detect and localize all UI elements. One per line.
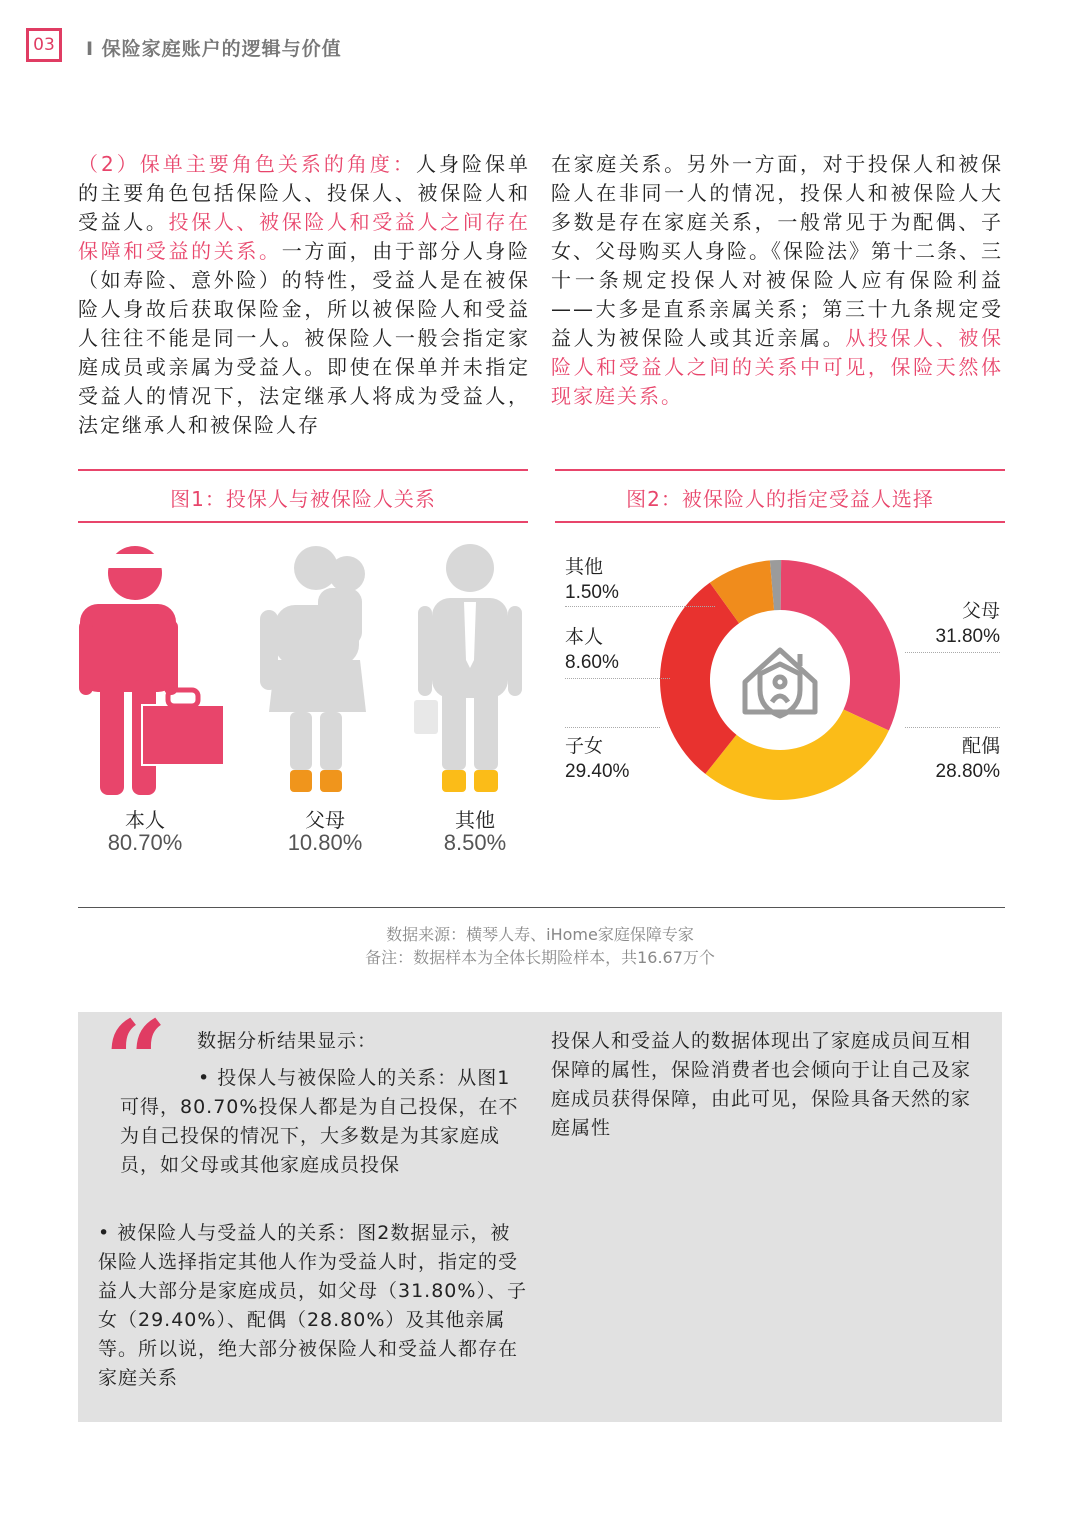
analysis-bullet-1: [120, 1064, 530, 1180]
fig1-bottom-rule: [78, 521, 528, 523]
header-title: I 保险家庭账户的逻辑与价值: [86, 38, 342, 60]
donut-label-self: [565, 624, 619, 676]
analysis-right-text: 投保人和受益人的数据体现出了家庭成员间互相保障的属性，保险消费者也会倾向于让自己及家庭成员获得保障，由此可见，保险具备天然的家庭属性: [551, 1030, 972, 1139]
fig1-label-other: 其他: [455, 808, 495, 832]
fig2-top-rule: [555, 469, 1005, 471]
parent-person-icon: [260, 546, 366, 770]
right-column-text: [551, 150, 1003, 411]
parent-foot-left: [290, 770, 312, 792]
fig1-top-rule: [78, 469, 528, 471]
leader-other: [565, 606, 715, 608]
other-foot-left: [442, 770, 466, 792]
donut-label-spouse-name: 配偶: [961, 735, 1000, 757]
donut-label-other: [565, 554, 619, 606]
other-foot-right: [474, 770, 498, 792]
donut-label-child-name: 子女: [565, 735, 604, 757]
donut-label-parents-value: 31.80%: [935, 626, 1000, 647]
fig1-value-parents: 10.80%: [287, 830, 363, 855]
slice-child: [660, 583, 739, 774]
donut-label-spouse: [900, 733, 1000, 785]
donut-label-parents-name: 父母: [961, 600, 1000, 622]
fig2-donut-chart: [650, 550, 910, 810]
donut-label-self-value: 8.60%: [565, 652, 619, 673]
source-line: 数据来源：横琴人寿、iHome家庭保障专家: [386, 925, 694, 944]
donut-label-other-value: 1.50%: [565, 582, 619, 603]
fig2-title: 图2：被保险人的指定受益人选择: [626, 487, 934, 511]
leader-spouse: [905, 727, 1000, 729]
fig1-value-other: 8.50%: [443, 830, 507, 855]
donut-label-spouse-value: 28.80%: [935, 761, 1000, 782]
donut-label-parents: [900, 598, 1000, 650]
house-shield-icon: [745, 650, 815, 716]
fig1-label-parents: 父母: [305, 808, 345, 832]
parent-foot-right: [320, 770, 342, 792]
quote-mark-icon: “: [104, 996, 168, 1125]
leader-child: [565, 727, 660, 729]
leader-parents: [905, 652, 1000, 654]
right-highlight: 从投保人、被保险人和受益人之间的关系中可见，保险天然体现家庭关系。: [551, 326, 1004, 408]
section-lead: （2）保单主要角色关系的角度：: [78, 152, 416, 176]
source-divider: [78, 907, 1005, 908]
left-text-2: 一方面，由于部分人身险（如寿险、意外险）的特性，受益人是在被保险人身故后获取保险金，所以被保险人和受益人往往不能是同一人。被保险人一般会指定家庭成员或亲属为受益人。即使在保单并未指定受益人的情况下，法定继承人将成为受益人，法定继承人和被保险人存: [78, 239, 531, 437]
fig2-bottom-rule: [555, 521, 1005, 523]
donut-label-child-value: 29.40%: [565, 761, 630, 782]
other-person-icon: [414, 544, 522, 770]
analysis-bullet-2: [98, 1219, 530, 1393]
left-text-1: 人身险保单的主要角色包括保险人、投保人、被保险人和受益人。: [78, 152, 530, 234]
right-text: 在家庭关系。另外一方面，对于投保人和被保险人在非同一人的情况，投保人和被保险人大多数是存在家庭关系，一般常见于为配偶、子女、父母购买人身险。《保险法》第十二条、三十一条规定投保人对被保险人应有保险利益——大多是直系亲属关系；第三十九条规定受益人为被保险人或其近亲属。: [551, 152, 1003, 350]
left-column-text: [78, 150, 530, 440]
left-highlight: 投保人、被保险人和受益人之间存在保障和受益的关系。: [78, 210, 531, 263]
fig1-illustration: [70, 540, 540, 800]
slice-parents: [781, 560, 900, 731]
leader-self: [565, 678, 670, 680]
slice-spouse: [705, 709, 889, 800]
page-number: 03: [26, 28, 62, 62]
fig1-label-self: 本人: [125, 808, 165, 832]
note-line: 备注：数据样本为全体长期险样本，共16.67万个: [365, 948, 715, 967]
analysis-bullet-2-text: • 被保险人与受益人的关系：图2数据显示，被保险人选择指定其他人作为受益人时，指定的受益人大部分是家庭成员，如父母（31.80%）、子女（29.40%）、配偶（28.80%）及其他亲属等。所以说，绝大部分被保险人和受益人都存在家庭关系: [98, 1222, 527, 1389]
analysis-bullet-1-text: • 投保人与被保险人的关系：从图1可得，80.70%投保人都是为自己投保，在不为自己投保的情况下，大多数是为其家庭成员，如父母或其他家庭成员投保: [120, 1067, 519, 1176]
donut-label-self-name: 本人: [565, 626, 604, 648]
donut-label-child: [565, 733, 629, 785]
fig1-title: 图1：投保人与被保险人关系: [170, 487, 436, 511]
donut-label-other-name: 其他: [565, 556, 604, 578]
analysis-heading: 数据分析结果显示：: [197, 1030, 378, 1052]
fig1-value-self: 80.70%: [107, 830, 183, 855]
